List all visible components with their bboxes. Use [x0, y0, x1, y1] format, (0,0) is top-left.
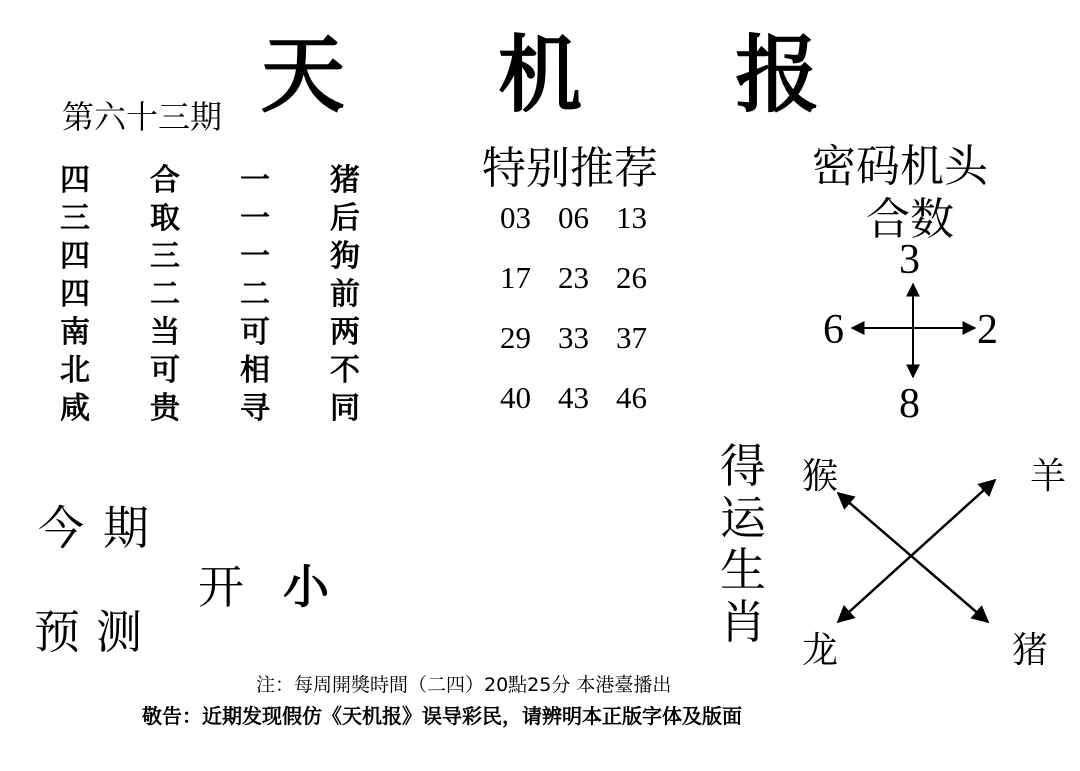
poem-char: 同 — [330, 391, 360, 426]
page-title: 天 机 报 — [260, 25, 882, 124]
poem-char: 当 — [150, 315, 180, 350]
x-arrows — [838, 480, 995, 622]
poem-char: 猪 — [330, 163, 360, 198]
code-top-number: 3 — [899, 237, 920, 283]
poem-char: 寻 — [240, 391, 270, 426]
poem-char: 可 — [240, 315, 270, 350]
issue-number: 第六十三期 — [62, 98, 223, 136]
zodiac-top-right: 羊 — [1030, 456, 1067, 497]
poem-char: 北 — [60, 353, 90, 388]
prediction-word: 测 — [96, 605, 142, 659]
prediction-word: 今 — [38, 501, 84, 555]
poem-char: 贵 — [150, 391, 180, 426]
prediction-result: 小 — [283, 560, 329, 614]
zodiac-top-left: 猴 — [802, 456, 839, 497]
poem-char: 后 — [330, 201, 360, 236]
special-number: 26 — [616, 260, 647, 295]
code-heading: 密码机头 — [812, 141, 988, 192]
poem-char: 取 — [150, 201, 180, 236]
poem-char: 前 — [330, 277, 360, 312]
code-subheading: 合数 — [866, 194, 954, 245]
warning-note: 敬告：近期发现假仿《天机报》误导彩民，请辨明本正版字体及版面 — [142, 704, 742, 728]
poem-char: 一 — [240, 163, 270, 198]
poem-char: 二 — [240, 277, 270, 312]
special-number: 03 — [500, 200, 531, 235]
code-right-number: 2 — [977, 307, 998, 353]
poem-char: 狗 — [330, 239, 360, 274]
poem-char: 一 — [240, 239, 270, 274]
poem-char: 四 — [60, 239, 90, 274]
cross-arrows — [852, 284, 975, 377]
poem-char: 咸 — [60, 391, 90, 426]
lucky-heading: 得运生肖 — [720, 439, 766, 649]
zodiac-bottom-left: 龙 — [802, 630, 839, 671]
poem-char: 相 — [240, 353, 270, 388]
poem-char: 三 — [60, 201, 90, 236]
poem-char: 二 — [150, 277, 180, 312]
poem-char: 一 — [240, 201, 270, 236]
special-number: 43 — [558, 380, 589, 415]
special-number: 33 — [558, 320, 589, 355]
poem-char: 合 — [150, 163, 180, 198]
special-number: 29 — [500, 320, 531, 355]
prediction-kai: 开 — [198, 560, 244, 614]
special-number: 40 — [500, 380, 531, 415]
special-heading: 特别推荐 — [482, 143, 658, 194]
special-number: 13 — [616, 200, 647, 235]
poem-char: 不 — [330, 353, 360, 388]
poem-char: 两 — [330, 315, 360, 350]
special-number: 46 — [616, 380, 647, 415]
special-number: 06 — [558, 200, 589, 235]
broadcast-note: 注：每周開獎時間（二四）20點25分 本港臺播出 — [256, 674, 672, 696]
poem-char: 可 — [150, 353, 180, 388]
prediction-word: 期 — [103, 501, 149, 555]
poem-char: 四 — [60, 163, 90, 198]
special-number: 17 — [500, 260, 531, 295]
special-number: 23 — [558, 260, 589, 295]
poem-char: 四 — [60, 277, 90, 312]
poem-char: 南 — [60, 315, 90, 350]
diagonal-arrow-icon — [838, 480, 995, 622]
prediction-word: 预 — [34, 605, 80, 659]
poem-char: 三 — [150, 239, 180, 274]
code-left-number: 6 — [823, 307, 844, 353]
code-bottom-number: 8 — [899, 381, 920, 427]
zodiac-bottom-right: 猪 — [1012, 630, 1049, 671]
special-number: 37 — [616, 320, 647, 355]
